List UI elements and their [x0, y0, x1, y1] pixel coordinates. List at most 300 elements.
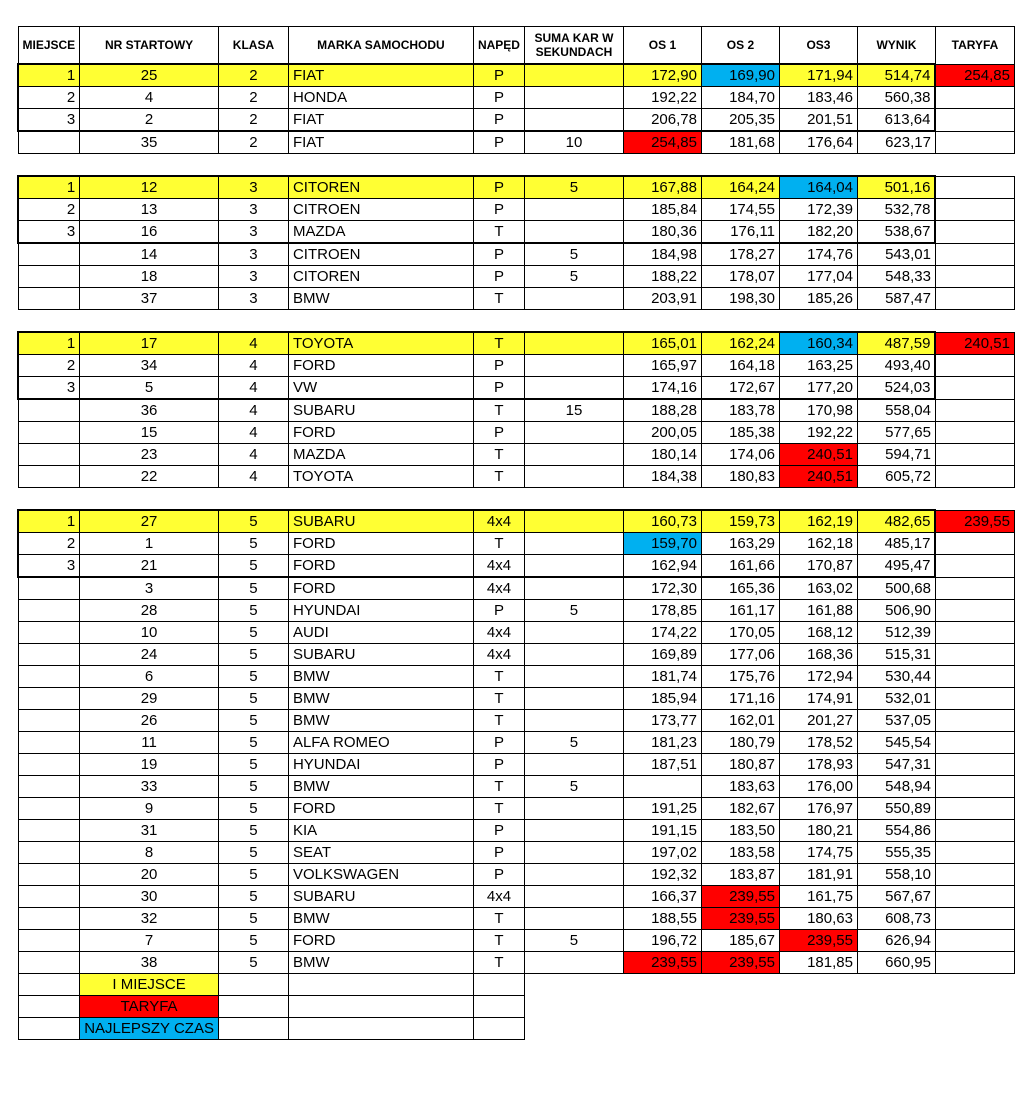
cell-nr: 8: [80, 842, 219, 864]
cell-klasa: 5: [218, 952, 288, 974]
cell-miejsce: [18, 930, 80, 952]
table-row: [18, 221, 1014, 244]
cell-miejsce: [18, 776, 80, 798]
cell-nr: 30: [80, 886, 219, 908]
blank-cell: [857, 1018, 935, 1040]
table-row: [18, 644, 1014, 666]
table-row: [18, 533, 1014, 555]
cell-os1: 169,89: [623, 644, 701, 666]
cell-nr: 13: [80, 199, 219, 221]
cell-nr: 28: [80, 600, 219, 622]
cell-miejsce: [18, 131, 80, 154]
legend-empty-cell: [288, 996, 473, 1018]
cell-naped: P: [473, 754, 524, 776]
table-row: [18, 577, 1014, 600]
cell-marka: CITROEN: [288, 243, 473, 266]
cell-os3: 201,51: [779, 109, 857, 132]
cell-wynik: 547,31: [857, 754, 935, 776]
cell-os3: 174,91: [779, 688, 857, 710]
cell-nr: 10: [80, 622, 219, 644]
header-nr-startowy: NR STARTOWY: [80, 27, 219, 65]
cell-klasa: 4: [218, 377, 288, 400]
cell-os1: 191,15: [623, 820, 701, 842]
cell-kary: 5: [524, 243, 623, 266]
cell-klasa: 3: [218, 288, 288, 310]
cell-kary: 5: [524, 776, 623, 798]
cell-klasa: 3: [218, 176, 288, 199]
cell-taryfa: [935, 266, 1014, 288]
cell-taryfa: [935, 952, 1014, 974]
blank-cell: [935, 996, 1014, 1018]
cell-miejsce: [18, 798, 80, 820]
blank-cell: [623, 1018, 701, 1040]
table-row: [18, 377, 1014, 400]
cell-os2: 161,66: [701, 555, 779, 578]
cell-os2: 183,50: [701, 820, 779, 842]
header-miejsce: MIEJSCE: [18, 27, 80, 65]
cell-marka: FIAT: [288, 64, 473, 87]
table-row: [18, 510, 1014, 533]
cell-naped: T: [473, 332, 524, 355]
cell-marka: BMW: [288, 776, 473, 798]
cell-naped: P: [473, 732, 524, 754]
blank-cell: [623, 974, 701, 996]
cell-nr: 31: [80, 820, 219, 842]
cell-nr: 35: [80, 131, 219, 154]
cell-klasa: 3: [218, 221, 288, 244]
table-row: [18, 199, 1014, 221]
cell-os3: 170,87: [779, 555, 857, 578]
legend-blue-swatch: NAJLEPSZY CZAS: [80, 1018, 219, 1040]
cell-naped: T: [473, 288, 524, 310]
cell-miejsce: [18, 622, 80, 644]
table-row: [18, 688, 1014, 710]
cell-taryfa: [935, 243, 1014, 266]
cell-nr: 9: [80, 798, 219, 820]
cell-os3: 177,04: [779, 266, 857, 288]
header-os2: OS 2: [701, 27, 779, 65]
cell-taryfa: [935, 842, 1014, 864]
cell-wynik: 613,64: [857, 109, 935, 132]
cell-klasa: 3: [218, 199, 288, 221]
blank-cell: [935, 1018, 1014, 1040]
table-row: [18, 732, 1014, 754]
blank-cell: [701, 974, 779, 996]
cell-os1: 187,51: [623, 754, 701, 776]
cell-miejsce: 1: [18, 176, 80, 199]
cell-taryfa: [935, 754, 1014, 776]
cell-os1: 184,98: [623, 243, 701, 266]
cell-os2: 176,11: [701, 221, 779, 244]
cell-naped: P: [473, 820, 524, 842]
cell-kary: 5: [524, 176, 623, 199]
cell-klasa: 5: [218, 555, 288, 578]
cell-os2: 175,76: [701, 666, 779, 688]
cell-klasa: 5: [218, 732, 288, 754]
cell-kary: 10: [524, 131, 623, 154]
blank-cell: [779, 996, 857, 1018]
cell-os1: 197,02: [623, 842, 701, 864]
cell-naped: P: [473, 355, 524, 377]
header-klasa: KLASA: [218, 27, 288, 65]
spacer-cell: [18, 488, 1014, 511]
cell-naped: T: [473, 221, 524, 244]
cell-os1: [623, 776, 701, 798]
cell-os3: 177,20: [779, 377, 857, 400]
header-os1: OS 1: [623, 27, 701, 65]
cell-naped: P: [473, 422, 524, 444]
cell-taryfa: [935, 555, 1014, 578]
table-row: [18, 466, 1014, 488]
cell-os1: 178,85: [623, 600, 701, 622]
cell-taryfa: [935, 399, 1014, 422]
blank-cell: [623, 996, 701, 1018]
cell-naped: 4x4: [473, 886, 524, 908]
cell-miejsce: [18, 266, 80, 288]
cell-wynik: 514,74: [857, 64, 935, 87]
table-row: [18, 600, 1014, 622]
cell-kary: [524, 820, 623, 842]
cell-taryfa: [935, 87, 1014, 109]
cell-kary: [524, 622, 623, 644]
cell-naped: P: [473, 243, 524, 266]
cell-os2: 239,55: [701, 908, 779, 930]
cell-naped: P: [473, 600, 524, 622]
table-row: [18, 64, 1014, 87]
cell-os1: 200,05: [623, 422, 701, 444]
cell-os3: 174,76: [779, 243, 857, 266]
cell-naped: T: [473, 710, 524, 732]
cell-kary: 5: [524, 600, 623, 622]
cell-taryfa: 254,85: [935, 64, 1014, 87]
cell-nr: 38: [80, 952, 219, 974]
cell-os2: 161,17: [701, 600, 779, 622]
results-sheet: [17, 26, 1015, 1040]
cell-klasa: 5: [218, 798, 288, 820]
table-row: [18, 710, 1014, 732]
cell-naped: T: [473, 399, 524, 422]
cell-os2: 178,07: [701, 266, 779, 288]
cell-taryfa: [935, 886, 1014, 908]
cell-os3: 180,63: [779, 908, 857, 930]
cell-kary: [524, 644, 623, 666]
cell-os3: 176,64: [779, 131, 857, 154]
cell-marka: FORD: [288, 930, 473, 952]
cell-os1: 172,30: [623, 577, 701, 600]
cell-nr: 20: [80, 864, 219, 886]
cell-naped: 4x4: [473, 644, 524, 666]
cell-naped: T: [473, 688, 524, 710]
cell-wynik: 548,94: [857, 776, 935, 798]
cell-kary: [524, 577, 623, 600]
cell-os2: 239,55: [701, 886, 779, 908]
cell-naped: 4x4: [473, 577, 524, 600]
cell-kary: [524, 666, 623, 688]
cell-nr: 33: [80, 776, 219, 798]
legend-empty-cell: [473, 996, 524, 1018]
cell-wynik: 660,95: [857, 952, 935, 974]
cell-nr: 4: [80, 87, 219, 109]
cell-os2: 198,30: [701, 288, 779, 310]
cell-os1: 196,72: [623, 930, 701, 952]
cell-klasa: 3: [218, 243, 288, 266]
cell-wynik: 608,73: [857, 908, 935, 930]
table-row: [18, 886, 1014, 908]
cell-taryfa: [935, 776, 1014, 798]
cell-kary: [524, 688, 623, 710]
cell-miejsce: [18, 444, 80, 466]
cell-marka: CITOREN: [288, 176, 473, 199]
cell-nr: 2: [80, 109, 219, 132]
cell-nr: 1: [80, 533, 219, 555]
cell-kary: [524, 377, 623, 400]
cell-wynik: 554,86: [857, 820, 935, 842]
table-row: [18, 288, 1014, 310]
legend-empty-cell: [18, 974, 80, 996]
cell-taryfa: [935, 732, 1014, 754]
cell-os2: 205,35: [701, 109, 779, 132]
cell-taryfa: [935, 109, 1014, 132]
blank-cell: [857, 974, 935, 996]
table-row: [18, 355, 1014, 377]
spacer-cell: [18, 310, 1014, 333]
cell-kary: [524, 886, 623, 908]
cell-kary: [524, 952, 623, 974]
cell-taryfa: 240,51: [935, 332, 1014, 355]
cell-miejsce: [18, 399, 80, 422]
blank-cell: [779, 1018, 857, 1040]
cell-wynik: 567,67: [857, 886, 935, 908]
cell-klasa: 5: [218, 754, 288, 776]
cell-wynik: 487,59: [857, 332, 935, 355]
cell-wynik: 594,71: [857, 444, 935, 466]
cell-klasa: 2: [218, 87, 288, 109]
cell-os3: 185,26: [779, 288, 857, 310]
cell-marka: AUDI: [288, 622, 473, 644]
table-row: [18, 864, 1014, 886]
cell-miejsce: [18, 688, 80, 710]
cell-wynik: 500,68: [857, 577, 935, 600]
cell-naped: P: [473, 64, 524, 87]
cell-marka: BMW: [288, 710, 473, 732]
cell-taryfa: [935, 577, 1014, 600]
cell-kary: [524, 798, 623, 820]
cell-marka: BMW: [288, 908, 473, 930]
cell-marka: TOYOTA: [288, 332, 473, 355]
cell-os1: 188,55: [623, 908, 701, 930]
cell-wynik: 493,40: [857, 355, 935, 377]
cell-marka: MAZDA: [288, 444, 473, 466]
header-row: [18, 27, 1014, 65]
cell-klasa: 5: [218, 644, 288, 666]
cell-nr: 17: [80, 332, 219, 355]
cell-kary: [524, 221, 623, 244]
cell-miejsce: 2: [18, 199, 80, 221]
header-wynik: WYNIK: [857, 27, 935, 65]
cell-naped: P: [473, 199, 524, 221]
cell-kary: [524, 109, 623, 132]
cell-os2: 183,78: [701, 399, 779, 422]
table-row: [18, 332, 1014, 355]
cell-miejsce: [18, 886, 80, 908]
cell-nr: 18: [80, 266, 219, 288]
header-kary: SUMA KAR W SEKUNDACH: [524, 27, 623, 65]
blank-cell: [701, 1018, 779, 1040]
cell-klasa: 5: [218, 688, 288, 710]
group-spacer: [18, 488, 1014, 511]
cell-wynik: 512,39: [857, 622, 935, 644]
cell-os2: 180,79: [701, 732, 779, 754]
cell-naped: P: [473, 176, 524, 199]
cell-naped: 4x4: [473, 555, 524, 578]
cell-os3: 178,93: [779, 754, 857, 776]
cell-nr: 11: [80, 732, 219, 754]
cell-os1: 254,85: [623, 131, 701, 154]
table-row: [18, 555, 1014, 578]
cell-naped: 4x4: [473, 510, 524, 533]
cell-kary: [524, 864, 623, 886]
cell-naped: T: [473, 798, 524, 820]
cell-kary: [524, 555, 623, 578]
cell-os2: 163,29: [701, 533, 779, 555]
blank-cell: [935, 974, 1014, 996]
cell-wynik: 626,94: [857, 930, 935, 952]
cell-wynik: 548,33: [857, 266, 935, 288]
cell-os2: 185,38: [701, 422, 779, 444]
cell-miejsce: 2: [18, 533, 80, 555]
cell-naped: T: [473, 533, 524, 555]
blank-cell: [779, 974, 857, 996]
cell-naped: P: [473, 109, 524, 132]
cell-marka: FORD: [288, 577, 473, 600]
cell-os1: 173,77: [623, 710, 701, 732]
cell-miejsce: [18, 908, 80, 930]
cell-wynik: 506,90: [857, 600, 935, 622]
cell-os3: 162,19: [779, 510, 857, 533]
cell-miejsce: [18, 710, 80, 732]
cell-os3: 168,36: [779, 644, 857, 666]
cell-os1: 180,36: [623, 221, 701, 244]
group-spacer: [18, 154, 1014, 177]
cell-nr: 21: [80, 555, 219, 578]
cell-nr: 12: [80, 176, 219, 199]
cell-os1: 166,37: [623, 886, 701, 908]
cell-taryfa: [935, 377, 1014, 400]
cell-os1: 172,90: [623, 64, 701, 87]
cell-nr: 14: [80, 243, 219, 266]
cell-naped: 4x4: [473, 622, 524, 644]
cell-miejsce: [18, 422, 80, 444]
cell-wynik: 577,65: [857, 422, 935, 444]
group-spacer: [18, 310, 1014, 333]
cell-nr: 3: [80, 577, 219, 600]
cell-marka: FIAT: [288, 131, 473, 154]
cell-nr: 27: [80, 510, 219, 533]
cell-taryfa: [935, 622, 1014, 644]
cell-os1: 188,28: [623, 399, 701, 422]
cell-wynik: 543,01: [857, 243, 935, 266]
cell-marka: KIA: [288, 820, 473, 842]
cell-miejsce: 1: [18, 332, 80, 355]
table-row: [18, 243, 1014, 266]
cell-os1: 180,14: [623, 444, 701, 466]
cell-taryfa: [935, 176, 1014, 199]
cell-os1: 206,78: [623, 109, 701, 132]
cell-klasa: 5: [218, 886, 288, 908]
cell-os1: 167,88: [623, 176, 701, 199]
cell-os2: 170,05: [701, 622, 779, 644]
table-row: [18, 444, 1014, 466]
cell-miejsce: 3: [18, 109, 80, 132]
cell-os3: 183,46: [779, 87, 857, 109]
cell-os3: 181,91: [779, 864, 857, 886]
cell-taryfa: [935, 666, 1014, 688]
cell-klasa: 4: [218, 355, 288, 377]
cell-klasa: 5: [218, 710, 288, 732]
cell-os1: 191,25: [623, 798, 701, 820]
cell-marka: HONDA: [288, 87, 473, 109]
cell-marka: HYUNDAI: [288, 600, 473, 622]
cell-kary: [524, 533, 623, 555]
cell-os1: 165,01: [623, 332, 701, 355]
cell-os2: 180,83: [701, 466, 779, 488]
cell-os3: 178,52: [779, 732, 857, 754]
cell-os2: 239,55: [701, 952, 779, 974]
legend-empty-cell: [218, 974, 288, 996]
cell-os2: 181,68: [701, 131, 779, 154]
cell-wynik: 495,47: [857, 555, 935, 578]
cell-klasa: 2: [218, 109, 288, 132]
cell-kary: [524, 355, 623, 377]
cell-wynik: 605,72: [857, 466, 935, 488]
cell-os3: 201,27: [779, 710, 857, 732]
cell-miejsce: [18, 754, 80, 776]
cell-klasa: 5: [218, 533, 288, 555]
header-taryfa: TARYFA: [935, 27, 1014, 65]
cell-marka: VOLKSWAGEN: [288, 864, 473, 886]
cell-naped: P: [473, 864, 524, 886]
cell-naped: T: [473, 952, 524, 974]
cell-klasa: 5: [218, 622, 288, 644]
cell-marka: FORD: [288, 555, 473, 578]
cell-os3: 172,39: [779, 199, 857, 221]
cell-marka: BMW: [288, 688, 473, 710]
cell-taryfa: [935, 798, 1014, 820]
cell-taryfa: [935, 710, 1014, 732]
cell-taryfa: [935, 908, 1014, 930]
cell-naped: P: [473, 131, 524, 154]
cell-kary: 5: [524, 732, 623, 754]
cell-miejsce: [18, 732, 80, 754]
cell-miejsce: [18, 864, 80, 886]
cell-miejsce: 2: [18, 355, 80, 377]
cell-miejsce: [18, 644, 80, 666]
cell-marka: FORD: [288, 422, 473, 444]
results-table: [17, 26, 1015, 1040]
cell-klasa: 2: [218, 64, 288, 87]
cell-os2: 183,63: [701, 776, 779, 798]
cell-kary: [524, 288, 623, 310]
header-os3: OS3: [779, 27, 857, 65]
cell-marka: HYUNDAI: [288, 754, 473, 776]
cell-taryfa: [935, 533, 1014, 555]
cell-miejsce: 1: [18, 510, 80, 533]
cell-os3: 182,20: [779, 221, 857, 244]
cell-os1: 160,73: [623, 510, 701, 533]
cell-miejsce: [18, 243, 80, 266]
cell-os1: 181,23: [623, 732, 701, 754]
cell-os1: 174,22: [623, 622, 701, 644]
